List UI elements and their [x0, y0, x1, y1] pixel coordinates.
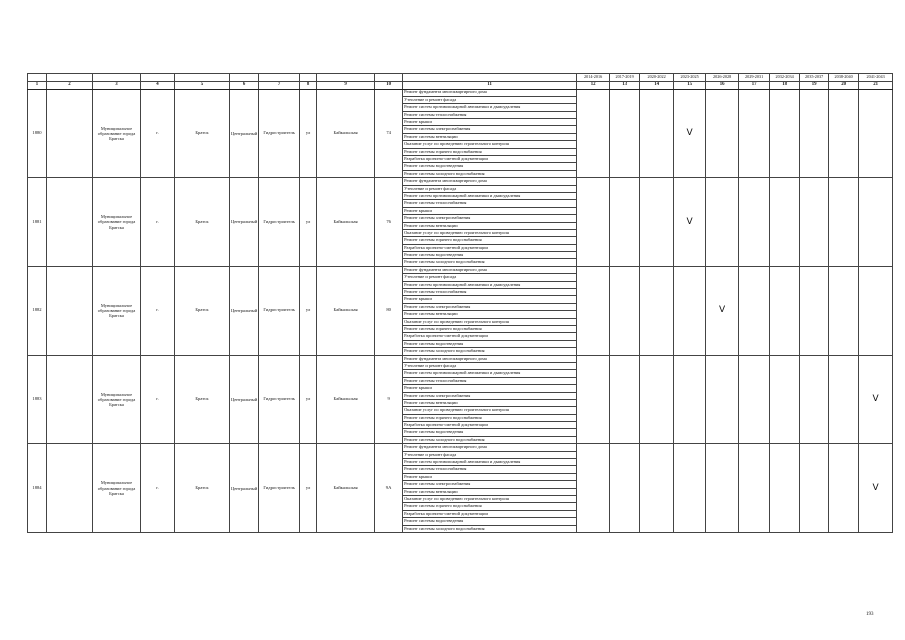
subdistrict-cell: Гидростроитель: [259, 444, 300, 533]
table-row: [28, 89, 893, 96]
period-cell: [770, 178, 800, 267]
period-cell: [829, 444, 859, 533]
street-type-cell: ул: [300, 89, 317, 178]
header-blank-cell: [175, 74, 230, 82]
street-type-cell: ул: [300, 178, 317, 267]
locality-type-cell: г.: [141, 89, 175, 178]
period-cell: [829, 178, 859, 267]
blank-cell: [47, 355, 93, 444]
column-number: 5: [175, 81, 230, 89]
period-cell: [829, 355, 859, 444]
work-item: Ремонт системы холодного водоснабжения: [403, 525, 577, 532]
column-number: 11: [403, 81, 577, 89]
work-item: Ремонт системы теплоснабжения: [403, 289, 577, 296]
street-cell: Байкальская: [317, 355, 375, 444]
work-item: Ремонт системы теплоснабжения: [403, 111, 577, 118]
period-cell: [610, 266, 640, 355]
work-item: Ремонт системы горячего водоснабжения: [403, 237, 577, 244]
header-blank-cell: [259, 74, 300, 82]
house-number-cell: 76: [375, 178, 403, 267]
work-item: Ремонт крыши: [403, 207, 577, 214]
work-item: Ремонт системы вентиляции: [403, 133, 577, 140]
column-number: 6: [230, 81, 259, 89]
work-item: Ремонт системы водоотведения: [403, 252, 577, 259]
house-number-cell: 74: [375, 89, 403, 178]
header-blank-cell: [141, 74, 175, 82]
period-cell: [739, 266, 770, 355]
column-number: 17: [739, 81, 770, 89]
period-cell: [739, 89, 770, 178]
repair-schedule-table: [27, 73, 893, 533]
work-item: Ремонт системы теплоснабжения: [403, 200, 577, 207]
house-number-cell: 80: [375, 266, 403, 355]
district-cell: Центральный: [230, 444, 259, 533]
column-number: 12: [577, 81, 610, 89]
period-cell: [739, 178, 770, 267]
locality-cell: Братск: [175, 266, 230, 355]
header-blank-cell: [403, 74, 577, 82]
row-number: 1880: [28, 89, 47, 178]
header-blank-cell: [93, 74, 141, 82]
work-item: Ремонт системы электроснабжения: [403, 392, 577, 399]
period-cell: [610, 178, 640, 267]
locality-cell: Братск: [175, 444, 230, 533]
district-cell: Центральный: [230, 178, 259, 267]
district-cell: Центральный: [230, 89, 259, 178]
subdistrict-cell: Гидростроитель: [259, 178, 300, 267]
work-item: Ремонт систем противопожарной автоматики и дымоудаления: [403, 104, 577, 111]
column-number: 18: [770, 81, 800, 89]
work-item: Разработка проектно-сметной документации: [403, 510, 577, 517]
work-item: Оказание услуг по проведению строительного контроля: [403, 318, 577, 325]
column-number: 1: [28, 81, 47, 89]
period-check-mark: V: [706, 266, 739, 355]
row-number: 1883: [28, 355, 47, 444]
work-item: Ремонт системы холодного водоснабжения: [403, 259, 577, 266]
period-cell: [770, 355, 800, 444]
work-item: Ремонт системы вентиляции: [403, 222, 577, 229]
header-blank-cell: [28, 74, 47, 82]
work-item: Ремонт фундамента многоквартирного дома: [403, 89, 577, 96]
table-row: [28, 266, 893, 273]
period-cell: [739, 444, 770, 533]
subdistrict-cell: Гидростроитель: [259, 266, 300, 355]
column-number: 14: [640, 81, 674, 89]
work-item: Ремонт системы электроснабжения: [403, 215, 577, 222]
house-number-cell: 9А: [375, 444, 403, 533]
column-number: 9: [317, 81, 375, 89]
period-cell: [674, 444, 706, 533]
row-number: 1881: [28, 178, 47, 267]
work-item: Ремонт фундамента многоквартирного дома: [403, 444, 577, 451]
table-row: [28, 355, 893, 362]
period-header: 2020-2022: [640, 74, 674, 82]
period-cell: [640, 355, 674, 444]
header-blank-cell: [300, 74, 317, 82]
work-item: Утепление и ремонт фасада: [403, 185, 577, 192]
period-cell: [706, 89, 739, 178]
work-item: Ремонт системы теплоснабжения: [403, 377, 577, 384]
locality-type-cell: г.: [141, 178, 175, 267]
street-cell: Байкальская: [317, 178, 375, 267]
period-cell: [577, 89, 610, 178]
street-cell: Байкальская: [317, 266, 375, 355]
blank-cell: [47, 444, 93, 533]
period-header: 2035-2037: [800, 74, 829, 82]
period-cell: [610, 89, 640, 178]
work-item: Ремонт системы водоотведения: [403, 518, 577, 525]
column-number: 10: [375, 81, 403, 89]
work-item: Ремонт крыши: [403, 385, 577, 392]
column-number: 7: [259, 81, 300, 89]
column-number: 21: [859, 81, 893, 89]
period-cell: [640, 444, 674, 533]
work-item: Разработка проектно-сметной документации: [403, 156, 577, 163]
locality-type-cell: г.: [141, 444, 175, 533]
column-number: 20: [829, 81, 859, 89]
locality-cell: Братск: [175, 178, 230, 267]
column-number: 13: [610, 81, 640, 89]
period-header: 2017-2019: [610, 74, 640, 82]
period-header: 2026-2028: [706, 74, 739, 82]
period-cell: [640, 178, 674, 267]
column-number: 19: [800, 81, 829, 89]
header-blank-cell: [375, 74, 403, 82]
period-cell: [706, 444, 739, 533]
work-item: Ремонт систем противопожарной автоматики и дымоудаления: [403, 192, 577, 199]
period-header: 2014-2016: [577, 74, 610, 82]
work-item: Ремонт системы электроснабжения: [403, 303, 577, 310]
work-item: Ремонт системы горячего водоснабжения: [403, 503, 577, 510]
period-cell: [800, 355, 829, 444]
street-cell: Байкальская: [317, 444, 375, 533]
work-item: Ремонт системы теплоснабжения: [403, 466, 577, 473]
period-cell: [770, 89, 800, 178]
period-cell: [800, 444, 829, 533]
page-number: 193: [866, 612, 874, 617]
period-cell: [859, 89, 893, 178]
row-number: 1884: [28, 444, 47, 533]
work-item: Утепление и ремонт фасада: [403, 96, 577, 103]
work-item: Ремонт систем противопожарной автоматики и дымоудаления: [403, 370, 577, 377]
work-item: Ремонт системы водоотведения: [403, 340, 577, 347]
work-item: Ремонт системы горячего водоснабжения: [403, 148, 577, 155]
district-cell: Центральный: [230, 266, 259, 355]
column-number: 8: [300, 81, 317, 89]
work-item: Оказание услуг по проведению строительного контроля: [403, 407, 577, 414]
period-header: 2032-2034: [770, 74, 800, 82]
municipality-cell: Муниципальное образование города Братска: [93, 355, 141, 444]
street-type-cell: ул: [300, 355, 317, 444]
row-number: 1882: [28, 266, 47, 355]
period-cell: [610, 355, 640, 444]
period-cell: [577, 355, 610, 444]
period-cell: [859, 266, 893, 355]
period-check-mark: V: [674, 178, 706, 267]
work-item: Ремонт системы холодного водоснабжения: [403, 170, 577, 177]
district-cell: Центральный: [230, 355, 259, 444]
locality-cell: Братск: [175, 355, 230, 444]
municipality-cell: Муниципальное образование города Братска: [93, 444, 141, 533]
period-check-mark: V: [859, 355, 893, 444]
period-cell: [640, 266, 674, 355]
period-check-mark: V: [859, 444, 893, 533]
street-cell: Байкальская: [317, 89, 375, 178]
work-item: Ремонт системы горячего водоснабжения: [403, 326, 577, 333]
subdistrict-cell: Гидростроитель: [259, 355, 300, 444]
header-blank-cell: [230, 74, 259, 82]
work-item: Оказание услуг по проведению строительного контроля: [403, 141, 577, 148]
work-item: Ремонт фундамента многоквартирного дома: [403, 355, 577, 362]
locality-cell: Братск: [175, 89, 230, 178]
period-cell: [640, 89, 674, 178]
table-row: [28, 444, 893, 451]
period-cell: [800, 266, 829, 355]
period-cell: [829, 266, 859, 355]
column-number-row: [28, 81, 893, 89]
period-header: 2041-2043: [859, 74, 893, 82]
work-item: Ремонт системы водоотведения: [403, 163, 577, 170]
work-item: Ремонт системы холодного водоснабжения: [403, 348, 577, 355]
period-header-row: [28, 74, 893, 82]
work-item: Ремонт фундамента многоквартирного дома: [403, 266, 577, 273]
period-cell: [859, 178, 893, 267]
work-item: Ремонт системы горячего водоснабжения: [403, 414, 577, 421]
municipality-cell: Муниципальное образование города Братска: [93, 266, 141, 355]
column-number: 4: [141, 81, 175, 89]
period-cell: [577, 266, 610, 355]
period-cell: [739, 355, 770, 444]
period-cell: [770, 444, 800, 533]
period-cell: [577, 444, 610, 533]
work-item: Ремонт системы вентиляции: [403, 311, 577, 318]
work-item: Ремонт фундамента многоквартирного дома: [403, 178, 577, 185]
subdistrict-cell: Гидростроитель: [259, 89, 300, 178]
period-cell: [829, 89, 859, 178]
work-item: Ремонт системы вентиляции: [403, 488, 577, 495]
table-row: [28, 178, 893, 185]
period-cell: [706, 355, 739, 444]
work-item: Ремонт системы электроснабжения: [403, 481, 577, 488]
work-item: Ремонт систем противопожарной автоматики и дымоудаления: [403, 281, 577, 288]
work-item: Ремонт крыши: [403, 473, 577, 480]
period-header: 2029-2031: [739, 74, 770, 82]
municipality-cell: Муниципальное образование города Братска: [93, 89, 141, 178]
municipality-cell: Муниципальное образование города Братска: [93, 178, 141, 267]
column-number: 16: [706, 81, 739, 89]
blank-cell: [47, 89, 93, 178]
period-cell: [706, 178, 739, 267]
header-blank-cell: [47, 74, 93, 82]
work-item: Ремонт системы водоотведения: [403, 429, 577, 436]
work-item: Ремонт крыши: [403, 296, 577, 303]
period-cell: [800, 89, 829, 178]
house-number-cell: 9: [375, 355, 403, 444]
period-header: 2038-2040: [829, 74, 859, 82]
locality-type-cell: г.: [141, 266, 175, 355]
period-check-mark: V: [674, 89, 706, 178]
work-item: Ремонт системы электроснабжения: [403, 126, 577, 133]
period-cell: [577, 178, 610, 267]
period-cell: [610, 444, 640, 533]
locality-type-cell: г.: [141, 355, 175, 444]
period-cell: [674, 266, 706, 355]
work-item: Оказание услуг по проведению строительного контроля: [403, 495, 577, 502]
work-item: Утепление и ремонт фасада: [403, 451, 577, 458]
work-item: Разработка проектно-сметной документации: [403, 422, 577, 429]
work-item: Ремонт системы холодного водоснабжения: [403, 436, 577, 443]
blank-cell: [47, 178, 93, 267]
column-number: 2: [47, 81, 93, 89]
header-blank-cell: [317, 74, 375, 82]
street-type-cell: ул: [300, 266, 317, 355]
work-item: Ремонт систем противопожарной автоматики и дымоудаления: [403, 459, 577, 466]
work-item: Утепление и ремонт фасада: [403, 362, 577, 369]
column-number: 3: [93, 81, 141, 89]
period-header: 2023-2025: [674, 74, 706, 82]
blank-cell: [47, 266, 93, 355]
period-cell: [674, 355, 706, 444]
work-item: Ремонт крыши: [403, 119, 577, 126]
period-cell: [770, 266, 800, 355]
work-item: Разработка проектно-сметной документации: [403, 333, 577, 340]
column-number: 15: [674, 81, 706, 89]
work-item: Утепление и ремонт фасада: [403, 274, 577, 281]
work-item: Разработка проектно-сметной документации: [403, 244, 577, 251]
work-item: Оказание услуг по проведению строительного контроля: [403, 229, 577, 236]
work-item: Ремонт системы вентиляции: [403, 399, 577, 406]
street-type-cell: ул: [300, 444, 317, 533]
period-cell: [800, 178, 829, 267]
